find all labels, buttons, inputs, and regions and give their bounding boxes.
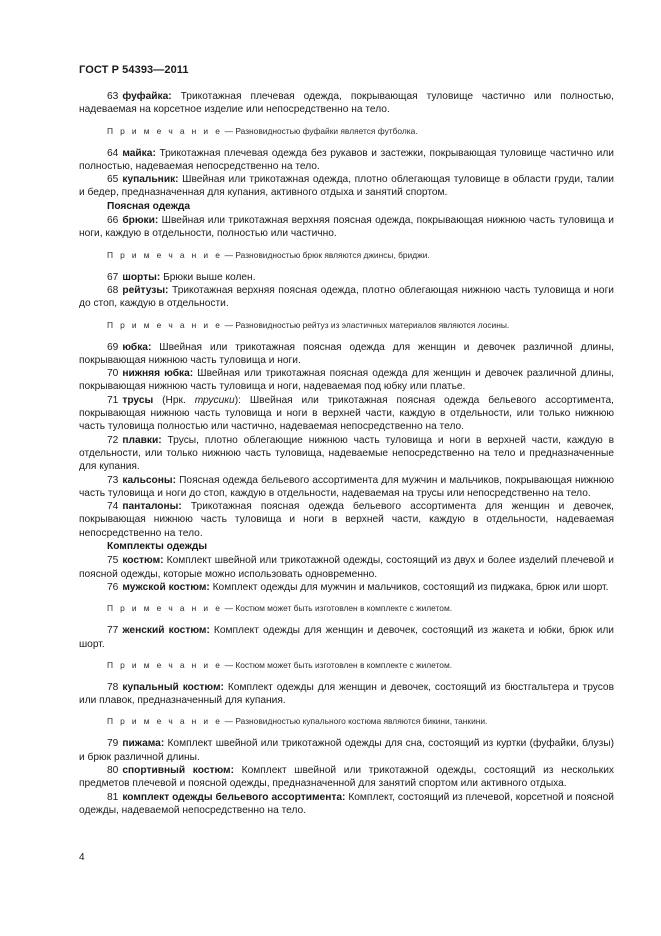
note	[79, 603, 614, 614]
term-text: Трикотажная плечевая одежда без рукавов и застежки, покрывающая туловище частично или полностью, надеваемая непосредственно на тело.	[79, 147, 614, 172]
term-name: фуфайка:	[122, 91, 172, 102]
term-text: Трикотажная поясная одежда бельевого ассортимента для женщин и девочек, покрывающая нижнюю часть туловища и ноги в верхней части, каждую в отдельности, надеваемая непосредственно на тело.	[79, 501, 614, 539]
document-header: ГОСТ Р 54393—2011	[79, 64, 189, 76]
note-text: Костюм может быть изготовлен в комплекте с жилетом.	[235, 603, 453, 614]
term-definition	[79, 500, 614, 540]
term-definition	[79, 681, 614, 708]
term-definition	[79, 394, 614, 434]
term-name: женский костюм:	[122, 625, 210, 637]
note-separator: —	[222, 249, 236, 260]
note	[79, 126, 614, 137]
note-label: П р и м е ч а н и е	[107, 319, 223, 330]
term-ndp-prefix: (Нрк.	[153, 394, 195, 406]
term-number: 67	[107, 271, 119, 283]
term-number: 72	[107, 434, 119, 446]
term-name: нижняя юбка:	[122, 368, 194, 380]
term-text: Швейная или трикотажная поясная одежда для женщин и девочек различной длины, покрывающая нижнюю часть туловища и ноги, надеваемая под юбку или платье.	[79, 368, 615, 393]
term-name: брюки:	[122, 215, 159, 227]
term-text: Комплект швейной или трикотажной одежды для сна, состоящий из куртки (фуфайки, блузы) и брюк различной длины.	[79, 738, 614, 763]
term-number: 80	[107, 764, 119, 776]
term-text: Комплект одежды для женщин и девочек, состоящий из жакета и юбки, брюк или шорт.	[79, 625, 614, 650]
term-text: ): Швейная или трикотажная поясная одежда бельевого ассортимента, покрывающая нижнюю часть туловища и ноги в верхней части, каждую в отдельности, или только нижнюю часть туловища полностью или частично, надеваемая непосредственно на тело.	[79, 394, 614, 433]
term-number: 74	[107, 501, 119, 513]
section-heading: Поясная одежда	[107, 200, 191, 212]
term-text: Комплект, состоящий из плечевой, корсетной и поясной одежды, надеваемой непосредственно на тело.	[79, 791, 614, 816]
term-name: шорты:	[122, 271, 161, 283]
term-text: Брюки выше колен.	[160, 271, 256, 283]
note-separator: —	[222, 603, 236, 614]
note-text: Костюм может быть изготовлен в комплекте с жилетом.	[235, 659, 453, 670]
term-definition	[79, 173, 614, 200]
term-number: 75	[107, 555, 119, 567]
term-name: панталоны:	[122, 501, 182, 513]
page-number: 4	[79, 852, 85, 863]
note-separator: —	[222, 716, 236, 727]
term-definition	[79, 554, 614, 581]
term-number: 79	[107, 738, 119, 750]
term-number: 77	[107, 625, 119, 637]
term-name: юбка:	[122, 341, 152, 353]
term-name: плавки:	[122, 434, 162, 446]
term-number: 69	[107, 341, 119, 353]
term-definition	[79, 791, 614, 818]
term-definition	[79, 341, 614, 368]
term-number: 65	[107, 174, 119, 186]
document-body	[79, 90, 614, 817]
note	[79, 250, 614, 261]
term-name: мужской костюм:	[122, 581, 210, 593]
term-text: Швейная или трикотажная поясная одежда для женщин и девочек различной длины, покрывающая нижнюю часть туловища и ноги.	[79, 341, 614, 366]
note-separator: —	[222, 319, 236, 330]
term-number: 73	[107, 474, 119, 486]
note-separator: —	[222, 125, 236, 136]
term-number: 81	[107, 791, 119, 803]
note	[79, 320, 614, 331]
term-number: 64	[107, 147, 119, 159]
term-number: 76	[107, 581, 119, 593]
section-heading: Комплекты одежды	[107, 541, 208, 553]
term-text: Комплект швейной или трикотажной одежды, состоящий из нескольких предметов плечевой и поясной одежды, предназначенной для занятий спортом или активного отдыха.	[79, 764, 615, 790]
note-label: П р и м е ч а н и е	[107, 603, 223, 614]
term-definition	[79, 271, 614, 284]
term-name: кальсоны:	[122, 474, 176, 486]
term-text: Трикотажная верхняя поясная одежда, плотно облегающая нижнюю часть туловища и ноги до стоп, каждую в отдельности.	[79, 284, 614, 310]
term-name: костюм:	[122, 555, 164, 567]
term-definition	[79, 214, 614, 241]
term-definition	[79, 90, 614, 117]
term-text: Поясная одежда бельевого ассортимента для мужчин и мальчиков, покрывающая нижнюю часть туловища и ноги до стоп, каждую в отдельности, надеваемая на трусы или непосредственно на тело.	[79, 474, 614, 499]
term-definition	[79, 434, 614, 474]
term-definition	[79, 147, 614, 174]
term-definition	[79, 624, 614, 651]
term-definition	[79, 581, 614, 594]
term-text: Комплект одежды для женщин и девочек, состоящий из бюстгальтера и трусов или плавок, предназначенный для купания.	[79, 681, 615, 707]
note-text: Разновидностью рейтуз из эластичных материалов являются лосины.	[235, 319, 510, 330]
term-number: 66	[107, 215, 119, 227]
term-number: 78	[107, 681, 119, 693]
term-number: 68	[107, 284, 119, 296]
term-text: Комплект одежды для мужчин и мальчиков, состоящий из пиджака, брюк или шорт.	[209, 581, 609, 593]
term-text: Швейная или трикотажная верхняя поясная одежда, покрывающая нижнюю часть туловища и ноги, каждую в отдельности, полностью или частично.	[79, 215, 614, 240]
note	[79, 716, 614, 727]
term-text: Трусы, плотно облегающие нижнюю часть туловища и ноги в верхней части, каждую в отдельности, или только нижнюю часть туловища, надеваемые непосредственно на тело и предназначенные для купания.	[79, 434, 614, 473]
term-name: трусы	[122, 394, 154, 406]
term-number: 63	[107, 91, 119, 102]
term-number: 70	[107, 368, 119, 380]
note-text: Разновидностью брюк являются джинсы, бриджи.	[235, 249, 430, 260]
note-label: П р и м е ч а н и е	[107, 716, 223, 727]
note-label: П р и м е ч а н и е	[107, 659, 223, 670]
note-text: Разновидностью купального костюма являются бикини, танкини.	[235, 716, 488, 727]
note-label: П р и м е ч а н и е	[107, 125, 223, 136]
term-definition	[79, 367, 614, 394]
note	[79, 660, 614, 671]
term-name: майка:	[122, 147, 156, 159]
note-separator: —	[222, 659, 236, 670]
term-name: спортивный костюм:	[122, 764, 234, 776]
term-text: Комплект швейной или трикотажной одежды, состоящий из двух и более изделий плечевой и поясной одежды, которые можно использовать одновременно.	[79, 555, 614, 580]
term-definition	[79, 737, 614, 764]
note-text: Разновидностью фуфайки является футболка.	[235, 125, 418, 136]
term-name: рейтузы:	[122, 284, 169, 296]
term-definition	[79, 474, 614, 501]
term-name: комплект одежды бельевого ассортимента:	[122, 791, 346, 803]
term-definition	[79, 284, 614, 311]
term-name: купальный костюм:	[122, 681, 224, 693]
term-name: купальник:	[122, 174, 179, 186]
term-definition	[79, 764, 614, 791]
term-number: 71	[107, 394, 119, 406]
term-name: пижама:	[122, 738, 165, 750]
note-label: П р и м е ч а н и е	[107, 249, 223, 260]
term-ndp: трусики	[194, 394, 235, 406]
term-text: Трикотажная плечевая одежда, покрывающая туловище частично или полностью, надеваемая на корсетное изделие или непосредственно на тело.	[79, 91, 614, 116]
term-text: Швейная или трикотажная одежда, плотно облегающая туловище в области груди, талии и бедер, предназначенная для купания, активного отдыха и занятий спортом.	[79, 174, 614, 199]
